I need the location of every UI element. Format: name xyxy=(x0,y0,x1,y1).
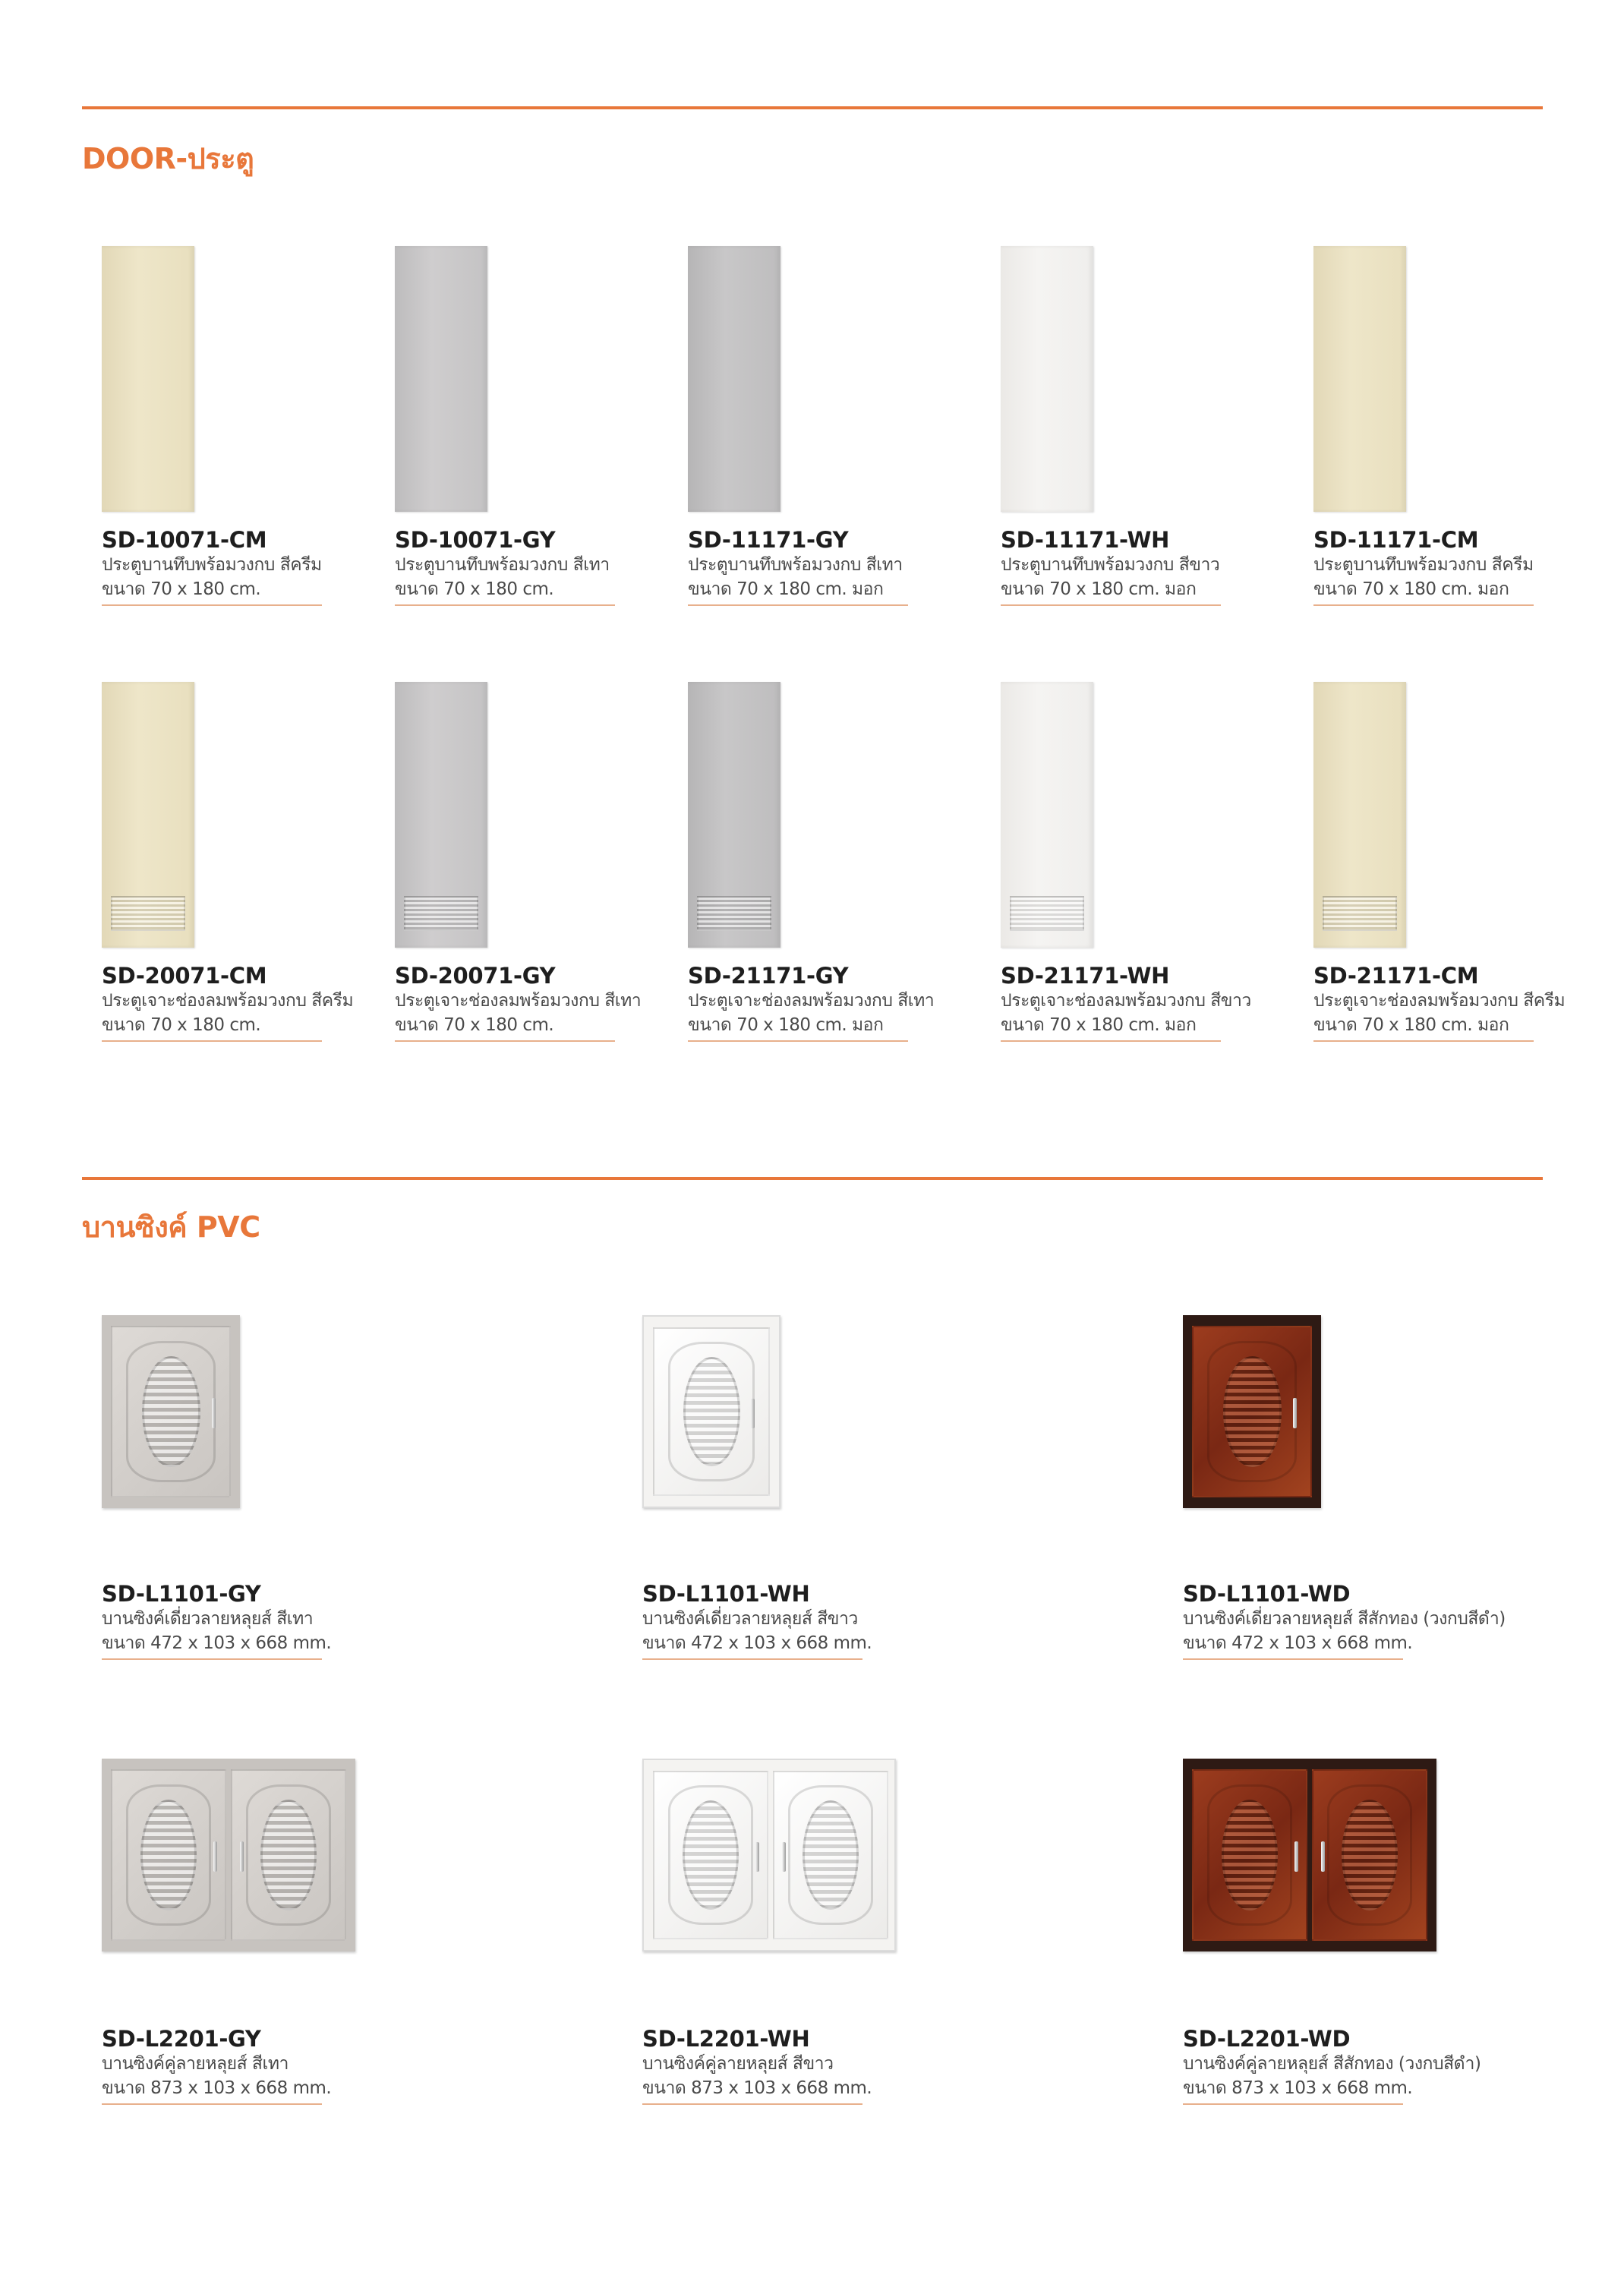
product-description: ประตูเจาะช่องลมพร้อมวงกบ สีครีม xyxy=(102,991,354,1011)
product-card[interactable] xyxy=(102,1315,332,1653)
product-code: SD-L2201-GY xyxy=(102,2026,261,2052)
handle-icon xyxy=(1294,1841,1298,1872)
product-code: SD-L2201-WH xyxy=(642,2026,810,2052)
product-description: ประตูบานทึบพร้อมวงกบ สีเทา xyxy=(688,555,903,575)
product-size: ขนาด 70 x 180 cm. xyxy=(395,579,554,599)
louver-oval xyxy=(1342,1800,1398,1911)
product-underline xyxy=(395,1040,615,1042)
door-image xyxy=(1313,246,1406,512)
sink-leaf xyxy=(1312,1769,1427,1941)
sink-leaf xyxy=(1192,1769,1307,1941)
louver-oval xyxy=(1222,1800,1278,1911)
sink-door-image xyxy=(642,1759,896,1951)
product-code: SD-11171-WH xyxy=(1001,527,1170,553)
product-code: SD-10071-CM xyxy=(102,527,267,553)
product-code: SD-21171-WH xyxy=(1001,963,1170,989)
door-image xyxy=(102,246,194,512)
product-code: SD-20071-CM xyxy=(102,963,267,989)
door-image xyxy=(688,246,780,512)
sink-door-image xyxy=(1183,1315,1321,1508)
product-underline xyxy=(642,1658,862,1660)
product-description: ประตูบานทึบพร้อมวงกบ สีครีม xyxy=(1313,555,1534,575)
door-image xyxy=(1001,246,1093,512)
product-underline xyxy=(642,2103,862,2105)
product-card[interactable] xyxy=(688,682,992,1042)
door-section-title: DOOR-ประตู xyxy=(82,142,254,175)
product-card[interactable] xyxy=(1313,246,1617,606)
louver-oval xyxy=(142,1356,200,1468)
door-image xyxy=(395,246,487,512)
handle-icon xyxy=(751,1399,755,1428)
door-image xyxy=(1001,682,1093,948)
product-size: ขนาด 873 x 103 x 668 mm. xyxy=(642,2078,872,2098)
product-size: ขนาด 873 x 103 x 668 mm. xyxy=(1183,2078,1413,2098)
product-size: ขนาด 70 x 180 cm. มอก xyxy=(1001,579,1197,599)
product-code: SD-10071-GY xyxy=(395,527,556,553)
handle-icon xyxy=(1321,1841,1325,1872)
product-underline xyxy=(395,604,615,606)
product-underline xyxy=(688,604,908,606)
product-code: SD-20071-GY xyxy=(395,963,556,989)
sink-section-title: บานซิงค์ PVC xyxy=(82,1210,260,1244)
product-underline xyxy=(102,1658,322,1660)
product-description: ประตูเจาะช่องลมพร้อมวงกบ สีขาว xyxy=(1001,991,1251,1011)
product-underline xyxy=(102,1040,322,1042)
door-image xyxy=(102,682,194,948)
product-description: บานซิงค์คู่ลายหลุยส์ สีเทา xyxy=(102,2054,289,2074)
handle-icon xyxy=(782,1842,786,1872)
product-description: ประตูบานทึบพร้อมวงกบ สีเทา xyxy=(395,555,610,575)
vent-icon xyxy=(697,896,771,931)
product-code: SD-L1101-WH xyxy=(642,1581,810,1607)
product-description: ประตูเจาะช่องลมพร้อมวงกบ สีเทา xyxy=(395,991,642,1011)
product-card[interactable] xyxy=(642,1315,872,1653)
product-card[interactable] xyxy=(102,246,405,606)
handle-icon xyxy=(1293,1398,1297,1428)
sink-leaf xyxy=(653,1771,768,1939)
handle-icon xyxy=(755,1842,759,1872)
product-card[interactable] xyxy=(102,682,405,1042)
product-card[interactable] xyxy=(1183,1759,1481,2098)
vent-icon xyxy=(404,896,478,931)
product-underline xyxy=(1183,2103,1403,2105)
product-code: SD-21171-CM xyxy=(1313,963,1479,989)
product-size: ขนาด 70 x 180 cm. xyxy=(102,1015,261,1035)
product-code: SD-L1101-WD xyxy=(1183,1581,1351,1607)
product-size: ขนาด 70 x 180 cm. มอก xyxy=(688,579,884,599)
product-code: SD-21171-GY xyxy=(688,963,849,989)
product-card[interactable] xyxy=(1001,246,1304,606)
louver-oval xyxy=(803,1800,859,1910)
louver-oval xyxy=(260,1800,317,1911)
product-description: บานซิงค์คู่ลายหลุยส์ สีขาว xyxy=(642,2054,834,2074)
product-size: ขนาด 472 x 103 x 668 mm. xyxy=(642,1633,872,1653)
sink-door-image xyxy=(1183,1759,1436,1951)
product-underline xyxy=(1001,604,1221,606)
product-underline xyxy=(688,1040,908,1042)
product-size: ขนาด 70 x 180 cm. มอก xyxy=(1313,579,1509,599)
product-code: SD-11171-GY xyxy=(688,527,849,553)
product-underline xyxy=(1313,1040,1534,1042)
product-card[interactable] xyxy=(102,1759,355,2098)
door-image xyxy=(1313,682,1406,948)
door-image xyxy=(395,682,487,948)
louver-oval xyxy=(683,1357,740,1466)
product-size: ขนาด 472 x 103 x 668 mm. xyxy=(102,1633,332,1653)
louver-oval xyxy=(683,1800,739,1910)
sink-leaf xyxy=(773,1771,888,1939)
product-description: บานซิงค์เดี่ยวลายหลุยส์ สีขาว xyxy=(642,1609,858,1629)
product-code: SD-11171-CM xyxy=(1313,527,1479,553)
product-size: ขนาด 70 x 180 cm. มอก xyxy=(1313,1015,1509,1035)
product-card[interactable] xyxy=(688,246,992,606)
handle-icon xyxy=(212,1398,216,1428)
sink-leaf xyxy=(111,1326,231,1497)
sink-leaf xyxy=(653,1327,770,1496)
product-description: ประตูเจาะช่องลมพร้อมวงกบ สีครีม xyxy=(1313,991,1566,1011)
product-underline xyxy=(102,2103,322,2105)
door-section-rule xyxy=(82,106,1543,109)
product-code: SD-L1101-GY xyxy=(102,1581,261,1607)
vent-icon xyxy=(1323,896,1397,931)
sink-leaf xyxy=(1192,1326,1312,1497)
product-size: ขนาด 472 x 103 x 668 mm. xyxy=(1183,1633,1413,1653)
product-size: ขนาด 70 x 180 cm. มอก xyxy=(1001,1015,1197,1035)
product-card[interactable] xyxy=(1001,682,1304,1042)
sink-door-image xyxy=(102,1315,240,1508)
product-card[interactable] xyxy=(642,1759,896,2098)
product-description: ประตูบานทึบพร้อมวงกบ สีครีม xyxy=(102,555,322,575)
sink-door-image xyxy=(642,1315,780,1508)
product-description: บานซิงค์เดี่ยวลายหลุยส์ สีสักทอง (วงกบสีดำ) xyxy=(1183,1609,1506,1629)
product-underline xyxy=(1183,1658,1403,1660)
product-description: ประตูบานทึบพร้อมวงกบ สีขาว xyxy=(1001,555,1220,575)
product-underline xyxy=(1313,604,1534,606)
product-card[interactable] xyxy=(1313,682,1617,1042)
vent-icon xyxy=(111,896,185,931)
product-card[interactable] xyxy=(395,682,698,1042)
louver-oval xyxy=(1223,1356,1282,1468)
product-card[interactable] xyxy=(1183,1315,1506,1653)
product-size: ขนาด 70 x 180 cm. มอก xyxy=(688,1015,884,1035)
sink-section-rule xyxy=(82,1177,1543,1180)
product-description: บานซิงค์เดี่ยวลายหลุยส์ สีเทา xyxy=(102,1609,314,1629)
sink-door-image xyxy=(102,1759,355,1951)
product-underline xyxy=(102,604,322,606)
vent-icon xyxy=(1010,896,1084,931)
sink-leaf xyxy=(231,1769,346,1941)
handle-icon xyxy=(240,1841,244,1872)
product-size: ขนาด 873 x 103 x 668 mm. xyxy=(102,2078,332,2098)
product-description: บานซิงค์คู่ลายหลุยส์ สีสักทอง (วงกบสีดำ) xyxy=(1183,2054,1481,2074)
sink-leaf xyxy=(111,1769,226,1941)
product-underline xyxy=(1001,1040,1221,1042)
product-size: ขนาด 70 x 180 cm. xyxy=(102,579,261,599)
handle-icon xyxy=(213,1841,217,1872)
product-description: ประตูเจาะช่องลมพร้อมวงกบ สีเทา xyxy=(688,991,935,1011)
product-card[interactable] xyxy=(395,246,698,606)
louver-oval xyxy=(140,1800,197,1911)
product-size: ขนาด 70 x 180 cm. xyxy=(395,1015,554,1035)
door-image xyxy=(688,682,780,948)
product-code: SD-L2201-WD xyxy=(1183,2026,1351,2052)
